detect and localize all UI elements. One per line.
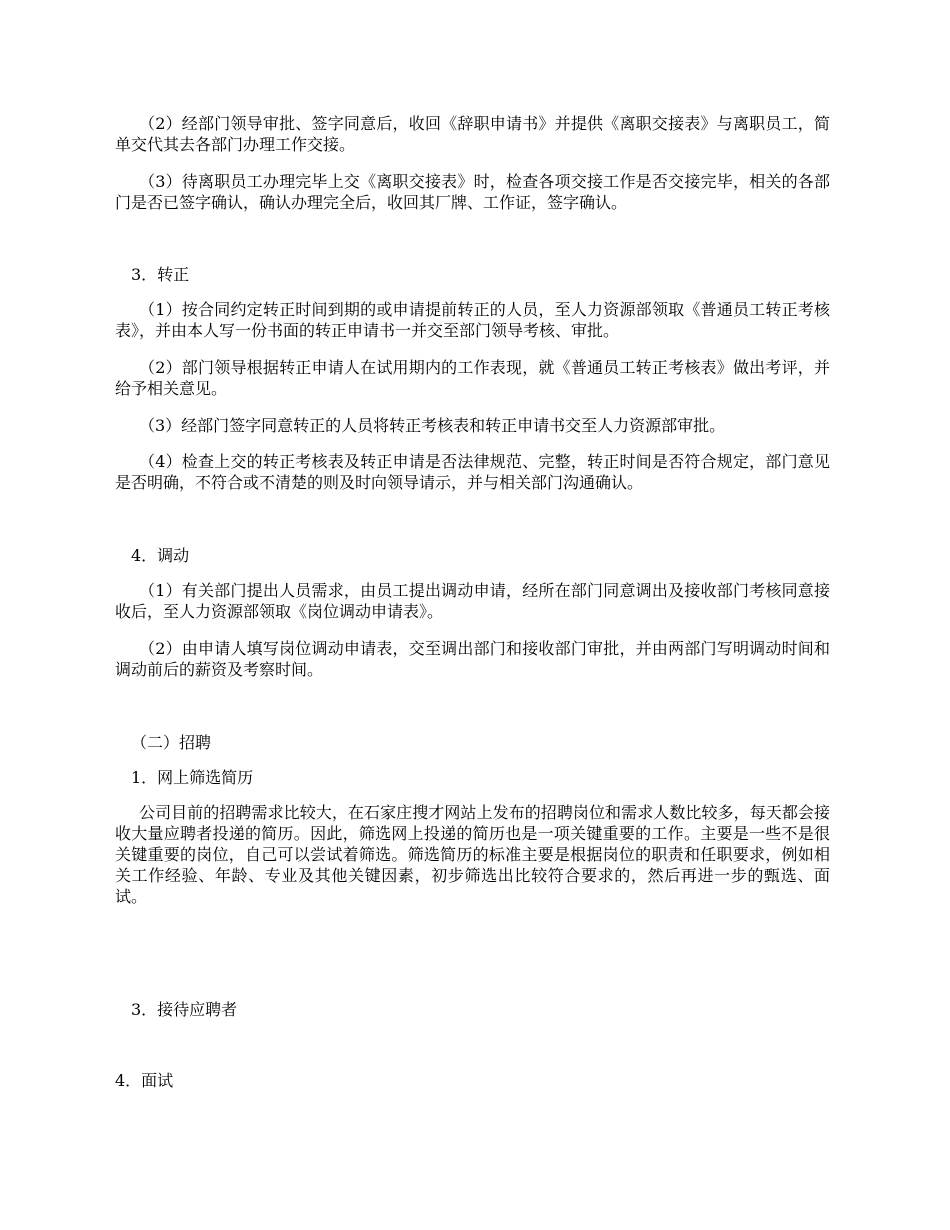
paragraph-transfer-step-2: （2）由申请人填写岗位调动申请表，交至调出部门和接收部门审批，并由两部门写明调动时间和调动前后的薪资及考察时间。 <box>115 639 830 679</box>
paragraph-transfer-step-1: （1）有关部门提出人员需求，由员工提出调动申请，经所在部门同意调出及接收部门考核同意接收后，至人力资源部领取《岗位调动申请表》。 <box>115 581 830 621</box>
heading-online-resume-screening: 1．网上筛选简历 <box>131 768 254 787</box>
heading-recruitment: （二）招聘 <box>131 733 212 752</box>
heading-regularization: 3．转正 <box>131 265 190 284</box>
heading-interview: 4．面试 <box>115 1071 174 1090</box>
heading-receive-applicants: 3．接待应聘者 <box>131 1000 238 1019</box>
paragraph-regularization-step-1: （1）按合同约定转正时间到期的或申请提前转正的人员，至人力资源部领取《普通员工转正考核表》，并由本人写一份书面的转正申请书一并交至部门领导考核、审批。 <box>115 300 830 340</box>
paragraph-regularization-step-2: （2）部门领导根据转正申请人在试用期内的工作表现，就《普通员工转正考核表》做出考评，并给予相关意见。 <box>115 358 830 398</box>
paragraph-resignation-step-2: （2）经部门领导审批、签字同意后，收回《辞职申请书》并提供《离职交接表》与离职员工，简单交代其去各部门办理工作交接。 <box>115 114 830 154</box>
paragraph-regularization-step-4: （4）检查上交的转正考核表及转正申请是否法律规范、完整，转正时间是否符合规定，部门意见是否明确，不符合或不清楚的则及时向领导请示，并与相关部门沟通确认。 <box>115 452 830 492</box>
heading-transfer: 4．调动 <box>131 546 190 565</box>
paragraph-regularization-step-3: （3）经部门签字同意转正的人员将转正考核表和转正申请书交至人力资源部审批。 <box>139 416 726 435</box>
paragraph-resignation-step-3: （3）待离职员工办理完毕上交《离职交接表》时，检查各项交接工作是否交接完毕，相关的各部门是否已签字确认，确认办理完全后，收回其厂牌、工作证，签字确认。 <box>115 172 830 212</box>
paragraph-online-resume-screening: 公司目前的招聘需求比较大，在石家庄搜才网站上发布的招聘岗位和需求人数比较多，每天都会接收大量应聘者投递的简历。因此，筛选网上投递的简历也是一项关键重要的工作。主要是一些不是很关键重要的岗位，自己可以尝试着筛选。筛选简历的标准主要是根据岗位的职责和任职要求，例如相关工作经验、年龄、专业及其他关键因素，初步筛选出比较符合要求的，然后再进一步的甄选、面试。 <box>115 803 830 906</box>
